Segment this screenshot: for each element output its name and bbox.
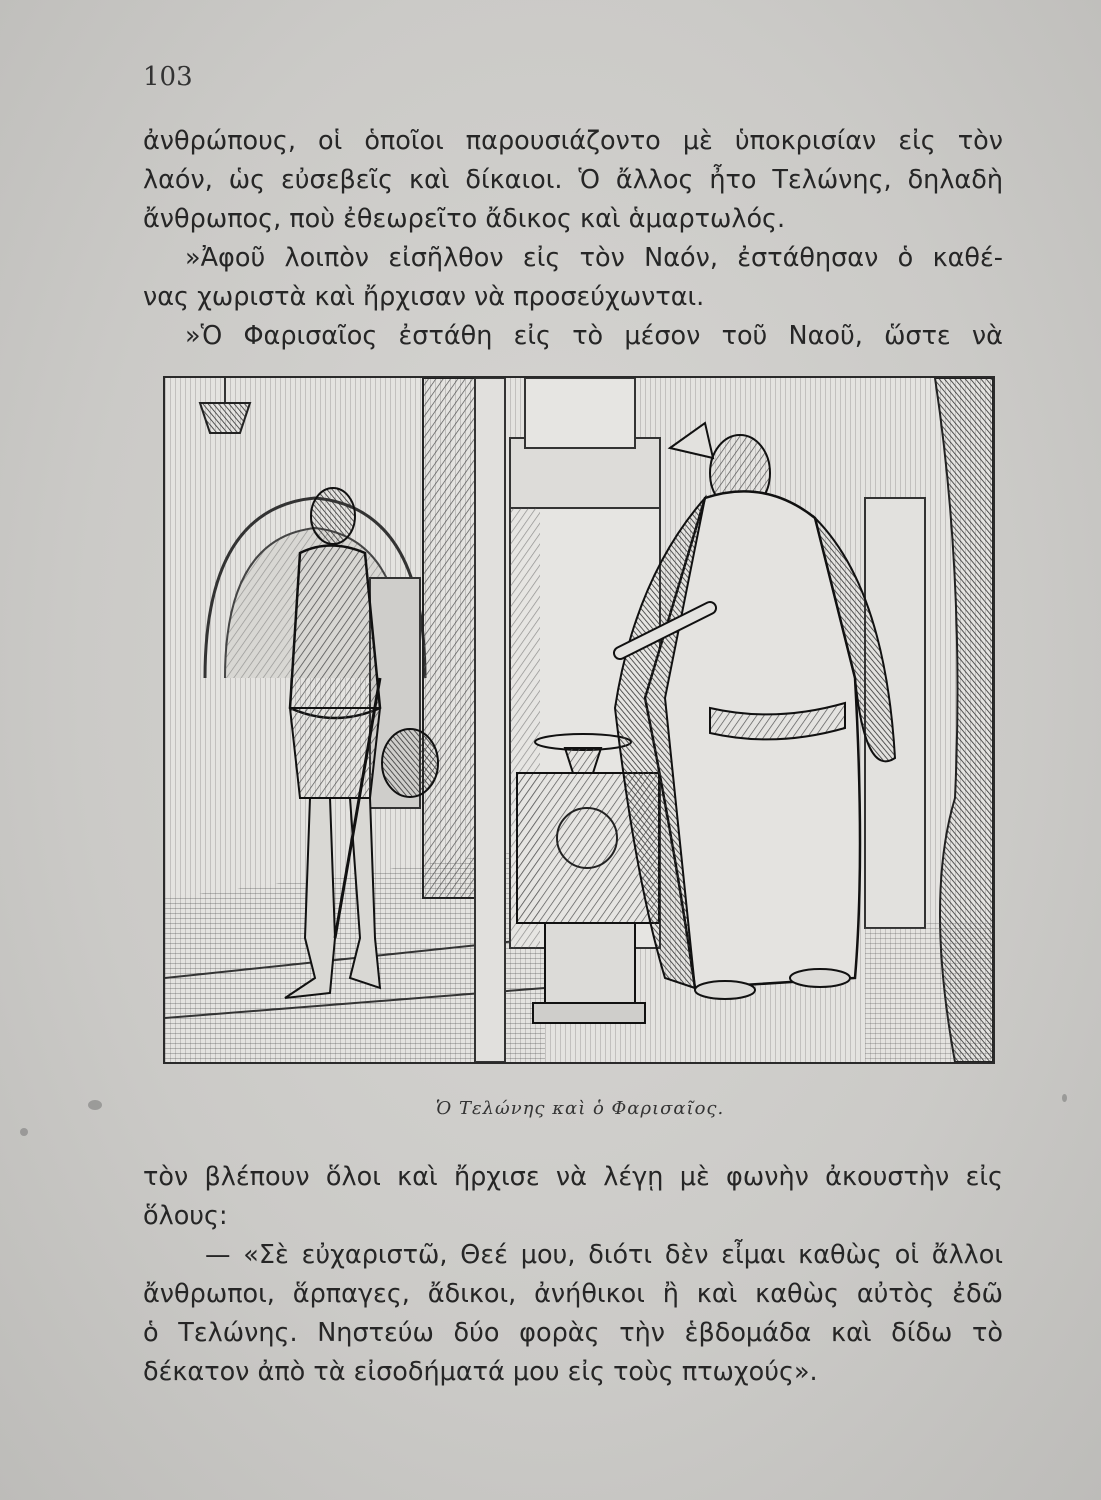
text-line: ἄνθρωπος, ποὺ ἐθεωρεῖτο ἄδικος καὶ ἁμαρτωλός. [143,204,786,234]
ink-smudge [88,1100,102,1110]
text-line: »Ἀφοῦ λοιπὸν εἰσῆλθον εἰς τὸν Ναόν, ἐστάθησαν ὁ καθέ- [185,243,1003,273]
text-line: λαόν, ὡς εὐσεβεῖς καὶ δίκαιοι. Ὁ ἄλλος ἦτο Τελώνης, δηλαδὴ [143,165,1003,195]
page-number: 103 [143,62,193,92]
text-line: δέκατον ἀπὸ τὰ εἰσοδήματά μου εἰς τοὺς πτωχούς». [143,1357,818,1387]
engraving-illustration [163,376,995,1064]
text-line: ἀνθρώπους, οἱ ὁποῖοι παρουσιάζοντο μὲ ὑποκρισίαν εἰς τὸν [143,126,1003,156]
figure-caption: Ὁ Τελώνης καὶ ὁ Φαρισαῖος. [435,1098,725,1119]
text-line: τὸν βλέπουν ὅλοι καὶ ἤρχισε νὰ λέγῃ μὲ φωνὴν ἀκουστὴν εἰς [143,1162,1003,1192]
text-line: — «Σὲ εὐχαριστῶ, Θεέ μου, διότι δὲν εἶμαι καθὼς οἱ ἄλλοι [205,1240,1003,1270]
bottom-paragraphs [143,1158,1003,1392]
text-line: ἄνθρωποι, ἅρπαγες, ἄδικοι, ἀνήθικοι ἢ καὶ καθὼς αὐτὸς ἐδῶ [143,1279,1003,1309]
ink-smudge [20,1128,28,1136]
ink-smudge [1062,1094,1067,1102]
text-line: ὅλους: [143,1201,228,1231]
text-line: νας χωριστὰ καὶ ἤρχισαν νὰ προσεύχωνται. [143,282,705,312]
text-line: ὁ Τελώνης. Νηστεύω δύο φορὰς τὴν ἑβδομάδα καὶ δίδω τὸ [143,1318,1003,1348]
top-paragraphs [143,122,1003,356]
text-line: »Ὁ Φαρισαῖος ἐστάθη εἰς τὸ μέσον τοῦ Ναοῦ, ὥστε νὰ [185,321,1003,351]
